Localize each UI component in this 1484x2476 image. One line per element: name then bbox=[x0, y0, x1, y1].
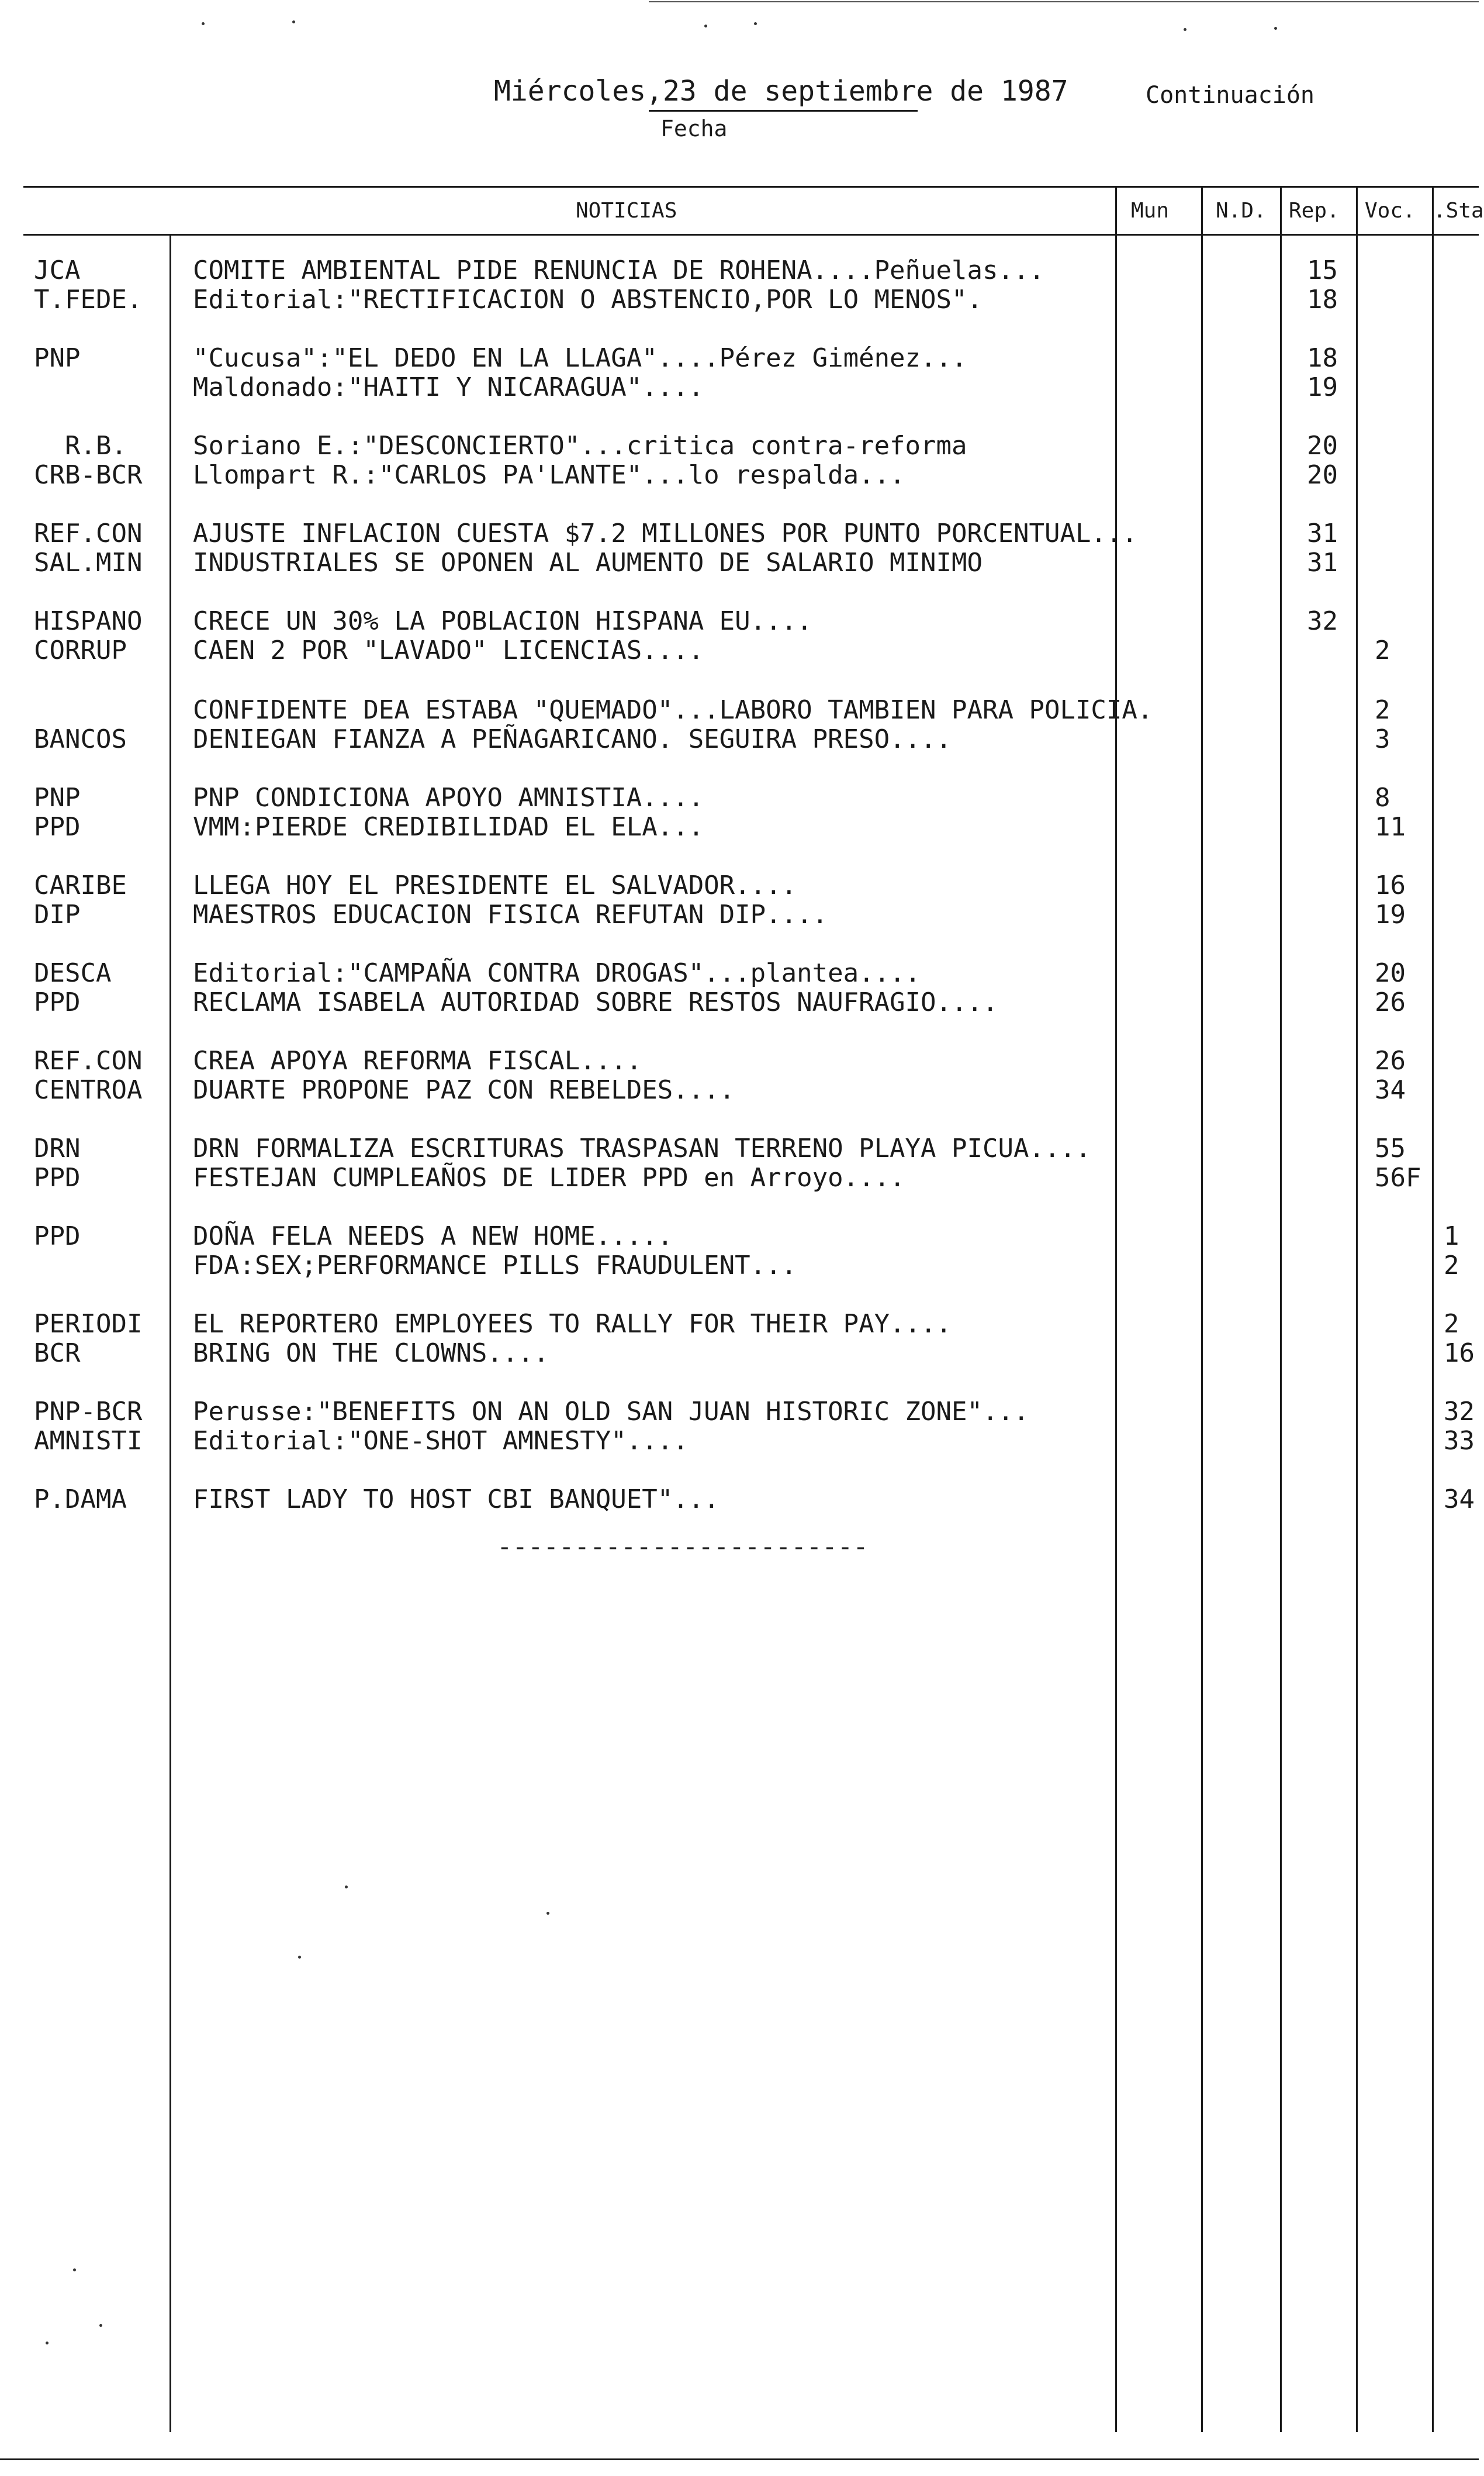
row-headline: Perusse:"BENEFITS ON AN OLD SAN JUAN HISTORIC ZONE"... bbox=[193, 1397, 1029, 1427]
row-voc-page: 8 bbox=[1375, 783, 1390, 813]
col-rule-nd bbox=[1201, 186, 1203, 2432]
row-voc-page: 2 bbox=[1375, 636, 1390, 665]
row-tag: BCR bbox=[34, 1338, 81, 1368]
row-sta-page: 2 bbox=[1444, 1309, 1459, 1339]
scan-speck bbox=[704, 25, 707, 27]
scan-speck bbox=[202, 22, 205, 25]
row-voc-page: 26 bbox=[1375, 987, 1406, 1017]
row-tag: T.FEDE. bbox=[34, 285, 143, 315]
scan-speck bbox=[754, 22, 757, 25]
row-tag: PPD bbox=[34, 1163, 81, 1193]
report-date: Miércoles,23 de septiembre de 1987 bbox=[494, 75, 1068, 108]
row-voc-page: 56F bbox=[1375, 1163, 1421, 1193]
row-sta-page: 1 bbox=[1444, 1221, 1459, 1251]
row-headline: FIRST LADY TO HOST CBI BANQUET"... bbox=[193, 1484, 719, 1514]
row-tag: SAL.MIN bbox=[34, 548, 143, 578]
scan-speck bbox=[73, 2268, 76, 2271]
col-rule-rep bbox=[1280, 186, 1282, 2432]
row-headline: VMM:PIERDE CREDIBILIDAD EL ELA... bbox=[193, 812, 704, 842]
col-header-rep: Rep. bbox=[1289, 199, 1340, 223]
row-headline: CREA APOYA REFORMA FISCAL.... bbox=[193, 1046, 642, 1076]
row-headline: INDUSTRIALES SE OPONEN AL AUMENTO DE SALARIO MINIMO bbox=[193, 548, 983, 578]
row-rep-page: 31 bbox=[1307, 548, 1338, 578]
row-voc-page: 3 bbox=[1375, 724, 1390, 754]
row-tag: CENTROA bbox=[34, 1075, 143, 1105]
row-headline: DRN FORMALIZA ESCRITURAS TRASPASAN TERRENO PLAYA PICUA.... bbox=[193, 1134, 1091, 1163]
col-header-voc: Voc. bbox=[1365, 199, 1416, 223]
row-rep-page: 20 bbox=[1307, 431, 1338, 461]
col-rule-sta bbox=[1432, 186, 1434, 2432]
col-header-mun: Mun bbox=[1131, 199, 1170, 223]
row-tag: REF.CON bbox=[34, 519, 143, 548]
row-headline: Editorial:"CAMPAÑA CONTRA DROGAS"...plantea.... bbox=[193, 958, 921, 988]
bottom-edge-line bbox=[0, 2458, 1479, 2460]
row-tag: R.B. bbox=[34, 431, 127, 461]
row-headline: CRECE UN 30% LA POBLACION HISPANA EU.... bbox=[193, 606, 812, 636]
row-voc-page: 2 bbox=[1375, 695, 1390, 725]
row-tag: PNP bbox=[34, 343, 81, 373]
row-voc-page: 34 bbox=[1375, 1075, 1406, 1105]
scan-speck bbox=[298, 1956, 301, 1959]
row-headline: CAEN 2 POR "LAVADO" LICENCIAS.... bbox=[193, 636, 704, 665]
table-top-rule bbox=[23, 186, 1479, 188]
row-headline: COMITE AMBIENTAL PIDE RENUNCIA DE ROHENA....Peñuelas... bbox=[193, 255, 1044, 285]
row-sta-page: 2 bbox=[1444, 1251, 1459, 1280]
row-tag: JCA bbox=[34, 255, 81, 285]
row-tag: P.DAMA bbox=[34, 1484, 127, 1514]
date-underline bbox=[649, 110, 918, 112]
row-tag: CRB-BCR bbox=[34, 460, 143, 490]
row-headline: DUARTE PROPONE PAZ CON REBELDES.... bbox=[193, 1075, 735, 1105]
scan-speck bbox=[46, 2342, 49, 2344]
row-tag: BANCOS bbox=[34, 724, 127, 754]
row-tag: PPD bbox=[34, 987, 81, 1017]
row-headline: Soriano E.:"DESCONCIERTO"...critica contra-reforma bbox=[193, 431, 967, 461]
row-tag: DRN bbox=[34, 1134, 81, 1163]
row-headline: PNP CONDICIONA APOYO AMNISTIA.... bbox=[193, 783, 704, 813]
row-headline: DOÑA FELA NEEDS A NEW HOME..... bbox=[193, 1221, 673, 1251]
table-header-rule bbox=[23, 234, 1479, 236]
row-headline: AJUSTE INFLACION CUESTA $7.2 MILLONES POR PUNTO PORCENTUAL... bbox=[193, 519, 1137, 548]
row-headline: FDA:SEX;PERFORMANCE PILLS FRAUDULENT... bbox=[193, 1251, 797, 1280]
row-tag: PNP-BCR bbox=[34, 1397, 143, 1427]
row-tag: CARIBE bbox=[34, 871, 127, 900]
row-headline: Llompart R.:"CARLOS PA'LANTE"...lo respalda... bbox=[193, 460, 905, 490]
row-rep-page: 32 bbox=[1307, 606, 1338, 636]
scan-speck bbox=[99, 2324, 102, 2327]
scan-speck bbox=[546, 1912, 549, 1915]
row-voc-page: 26 bbox=[1375, 1046, 1406, 1076]
row-rep-page: 15 bbox=[1307, 255, 1338, 285]
col-header-noticias: NOTICIAS bbox=[576, 199, 677, 223]
scan-speck bbox=[292, 20, 295, 23]
row-tag: CORRUP bbox=[34, 636, 127, 665]
col-header-sta: .Sta bbox=[1433, 199, 1484, 223]
row-headline: Editorial:"RECTIFICACION O ABSTENCIO,POR LO MENOS". bbox=[193, 285, 983, 315]
row-headline: MAESTROS EDUCACION FISICA REFUTAN DIP.... bbox=[193, 900, 828, 930]
row-headline: RECLAMA ISABELA AUTORIDAD SOBRE RESTOS NAUFRAGIO.... bbox=[193, 987, 998, 1017]
scan-speck bbox=[345, 1886, 348, 1888]
row-voc-page: 19 bbox=[1375, 900, 1406, 930]
row-headline: Editorial:"ONE-SHOT AMNESTY".... bbox=[193, 1426, 689, 1456]
row-voc-page: 16 bbox=[1375, 871, 1406, 900]
fecha-label: Fecha bbox=[660, 116, 728, 141]
col-rule-tag bbox=[169, 234, 171, 2432]
row-rep-page: 20 bbox=[1307, 460, 1338, 490]
row-headline: EL REPORTERO EMPLOYEES TO RALLY FOR THEIR PAY.... bbox=[193, 1309, 952, 1339]
row-sta-page: 16 bbox=[1444, 1338, 1475, 1368]
row-tag: PPD bbox=[34, 1221, 81, 1251]
row-headline: FESTEJAN CUMPLEAÑOS DE LIDER PPD en Arroyo.... bbox=[193, 1163, 905, 1193]
scan-speck bbox=[1274, 27, 1277, 30]
row-headline: Maldonado:"HAITI Y NICARAGUA".... bbox=[193, 372, 704, 402]
row-tag: PERIODI bbox=[34, 1309, 143, 1339]
row-tag: REF.CON bbox=[34, 1046, 143, 1076]
row-rep-page: 19 bbox=[1307, 372, 1338, 402]
row-rep-page: 18 bbox=[1307, 343, 1338, 373]
row-tag: AMNISTI bbox=[34, 1426, 143, 1456]
col-rule-voc bbox=[1356, 186, 1358, 2432]
row-sta-page: 34 bbox=[1444, 1484, 1475, 1514]
row-voc-page: 20 bbox=[1375, 958, 1406, 988]
end-separator: ------------------------ bbox=[497, 1532, 869, 1562]
row-tag: DIP bbox=[34, 900, 81, 930]
row-voc-page: 11 bbox=[1375, 812, 1406, 842]
row-headline: DENIEGAN FIANZA A PEÑAGARICANO. SEGUIRA PRESO.... bbox=[193, 724, 952, 754]
row-tag: DESCA bbox=[34, 958, 112, 988]
row-voc-page: 55 bbox=[1375, 1134, 1406, 1163]
row-headline: "Cucusa":"EL DEDO EN LA LLAGA"....Pérez Giménez... bbox=[193, 343, 967, 373]
top-edge-line bbox=[649, 1, 1479, 2]
row-tag: PPD bbox=[34, 812, 81, 842]
row-headline: BRING ON THE CLOWNS.... bbox=[193, 1338, 549, 1368]
continuation-label: Continuación bbox=[1146, 82, 1315, 109]
row-headline: CONFIDENTE DEA ESTABA "QUEMADO"...LABORO TAMBIEN PARA POLICIA. bbox=[193, 695, 1153, 725]
row-rep-page: 18 bbox=[1307, 285, 1338, 315]
col-header-nd: N.D. bbox=[1216, 199, 1267, 223]
row-headline: LLEGA HOY EL PRESIDENTE EL SALVADOR.... bbox=[193, 871, 797, 900]
row-sta-page: 32 bbox=[1444, 1397, 1475, 1427]
row-tag: HISPANO bbox=[34, 606, 143, 636]
row-tag: PNP bbox=[34, 783, 81, 813]
scan-speck bbox=[1184, 28, 1186, 31]
row-rep-page: 31 bbox=[1307, 519, 1338, 548]
row-sta-page: 33 bbox=[1444, 1426, 1475, 1456]
